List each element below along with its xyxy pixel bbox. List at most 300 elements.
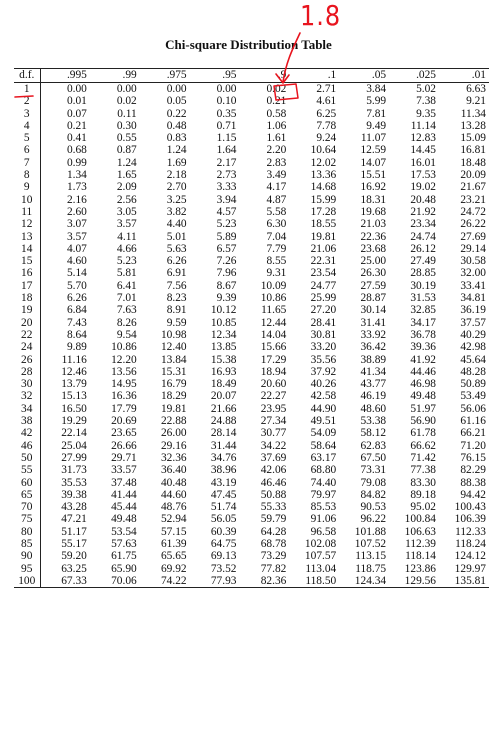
critical-value-cell: 65.65 bbox=[160, 550, 187, 563]
critical-value-cell: 10.64 bbox=[310, 144, 337, 157]
critical-value-cell: 9.49 bbox=[366, 119, 387, 132]
critical-value-cell: 19.81 bbox=[160, 402, 187, 415]
critical-value-cell: 5.23 bbox=[116, 255, 137, 268]
critical-value-cell: 79.08 bbox=[360, 476, 387, 489]
df-cell: 50 bbox=[14, 452, 40, 464]
table-row bbox=[14, 194, 489, 206]
critical-value-cell: 36.78 bbox=[410, 328, 436, 341]
critical-value-cell: 41.44 bbox=[111, 488, 137, 501]
critical-value-cell: 14.04 bbox=[260, 328, 287, 341]
table-row bbox=[14, 120, 489, 132]
critical-value-cell: 82.36 bbox=[240, 575, 290, 588]
critical-value-cell: 41.92 bbox=[410, 353, 436, 366]
critical-value-cell: 38.89 bbox=[360, 353, 387, 366]
critical-value-cell: 0.41 bbox=[66, 132, 87, 145]
critical-value-cell: 5.23 bbox=[216, 218, 237, 231]
critical-value-cell: 5.01 bbox=[166, 230, 187, 243]
critical-value-cell: 66.21 bbox=[460, 427, 486, 440]
critical-value-cell: 29.71 bbox=[111, 451, 137, 464]
critical-value-cell: 2.83 bbox=[266, 156, 287, 169]
critical-value-cell: 49.51 bbox=[310, 415, 337, 428]
critical-value-cell: 64.75 bbox=[210, 537, 237, 550]
critical-value-cell: 106.63 bbox=[404, 525, 436, 538]
critical-value-cell: 44.60 bbox=[160, 488, 187, 501]
critical-value-cell: 7.79 bbox=[266, 242, 287, 255]
table-row bbox=[14, 95, 489, 107]
critical-value-cell: 6.63 bbox=[466, 83, 486, 95]
table-row bbox=[14, 575, 489, 588]
df-cell: 22 bbox=[14, 329, 40, 341]
df-cell: 95 bbox=[14, 563, 40, 575]
critical-value-cell: 32.00 bbox=[460, 267, 486, 280]
critical-value-cell: 23.95 bbox=[260, 402, 287, 415]
critical-value-cell: 10.12 bbox=[210, 304, 237, 317]
critical-value-cell: 20.09 bbox=[460, 169, 486, 182]
critical-value-cell: 22.14 bbox=[61, 427, 87, 440]
critical-value-cell: 56.06 bbox=[460, 402, 486, 415]
critical-value-cell: 100.84 bbox=[404, 513, 436, 526]
critical-value-cell: 3.07 bbox=[66, 218, 87, 231]
critical-value-cell: 53.38 bbox=[360, 415, 387, 428]
critical-value-cell: 63.17 bbox=[310, 451, 337, 464]
critical-value-cell: 89.18 bbox=[410, 488, 436, 501]
critical-value-cell: 0.07 bbox=[66, 107, 87, 120]
df-cell: 30 bbox=[14, 378, 40, 390]
df-cell: 8 bbox=[14, 169, 40, 181]
df-cell: 34 bbox=[14, 403, 40, 415]
critical-value-cell: 0.71 bbox=[216, 119, 237, 132]
critical-value-cell: 4.87 bbox=[266, 193, 287, 206]
df-cell: 17 bbox=[14, 280, 40, 292]
critical-value-cell: 33.57 bbox=[111, 464, 137, 477]
table-row bbox=[14, 83, 489, 96]
critical-value-cell: 129.97 bbox=[454, 562, 486, 575]
critical-value-cell: 21.66 bbox=[210, 402, 237, 415]
critical-value-cell: 9.59 bbox=[166, 316, 187, 329]
critical-value-cell: 0.00 bbox=[216, 83, 237, 95]
critical-value-cell: 16.36 bbox=[111, 390, 137, 403]
critical-value-cell: 3.05 bbox=[116, 205, 137, 218]
table-row bbox=[14, 255, 489, 267]
critical-value-cell: 35.53 bbox=[61, 476, 87, 489]
critical-value-cell: 42.58 bbox=[310, 390, 337, 403]
critical-value-cell: 82.29 bbox=[460, 464, 486, 477]
critical-value-cell: 16.93 bbox=[210, 365, 237, 378]
critical-value-cell: 30.77 bbox=[260, 427, 287, 440]
critical-value-cell: 33.20 bbox=[310, 341, 337, 354]
critical-value-cell: 7.96 bbox=[216, 267, 237, 280]
critical-value-cell: 77.38 bbox=[410, 464, 436, 477]
critical-value-cell: 57.63 bbox=[111, 537, 137, 550]
critical-value-cell: 15.13 bbox=[61, 390, 87, 403]
critical-value-cell: 11.34 bbox=[460, 107, 486, 120]
critical-value-cell: 55.33 bbox=[260, 501, 287, 514]
critical-value-cell: 14.45 bbox=[410, 144, 436, 157]
critical-value-cell: 4.40 bbox=[166, 218, 187, 231]
critical-value-cell: 20.60 bbox=[260, 378, 287, 391]
critical-value-cell: 94.42 bbox=[460, 488, 486, 501]
critical-value-cell: 124.34 bbox=[339, 575, 389, 588]
critical-value-cell: 37.69 bbox=[260, 451, 287, 464]
critical-value-cell: 41.34 bbox=[360, 365, 387, 378]
critical-value-cell: 0.21 bbox=[266, 95, 287, 108]
critical-value-cell: 58.12 bbox=[360, 427, 387, 440]
critical-value-cell: 69.92 bbox=[160, 562, 187, 575]
critical-value-cell: 12.02 bbox=[310, 156, 337, 169]
critical-value-cell: 124.12 bbox=[454, 550, 486, 563]
critical-value-cell: 26.12 bbox=[410, 242, 436, 255]
critical-value-cell: 12.40 bbox=[160, 341, 187, 354]
critical-value-cell: 25.99 bbox=[310, 292, 337, 305]
critical-value-cell: 61.78 bbox=[410, 427, 436, 440]
critical-value-cell: 21.92 bbox=[410, 205, 436, 218]
critical-value-cell: 47.45 bbox=[210, 488, 237, 501]
df-cell: 24 bbox=[14, 341, 40, 353]
critical-value-cell: 28.87 bbox=[360, 292, 387, 305]
critical-value-cell: 6.30 bbox=[266, 218, 287, 231]
critical-value-cell: 4.60 bbox=[66, 255, 87, 268]
critical-value-cell: 29.16 bbox=[160, 439, 187, 452]
table-row bbox=[14, 403, 489, 415]
critical-value-cell: 11.14 bbox=[410, 119, 436, 132]
critical-value-cell: 49.48 bbox=[410, 390, 436, 403]
critical-value-cell: 5.58 bbox=[266, 205, 287, 218]
header-probability: .975 bbox=[140, 69, 190, 83]
critical-value-cell: 36.42 bbox=[360, 341, 387, 354]
critical-value-cell: 1.61 bbox=[266, 132, 287, 145]
critical-value-cell: 7.81 bbox=[366, 107, 387, 120]
critical-value-cell: 42.06 bbox=[260, 464, 287, 477]
df-cell: 32 bbox=[14, 390, 40, 402]
critical-value-cell: 13.36 bbox=[310, 169, 337, 182]
critical-value-cell: 56.05 bbox=[210, 513, 237, 526]
critical-value-cell: 15.51 bbox=[360, 169, 387, 182]
critical-value-cell: 112.39 bbox=[405, 537, 436, 550]
critical-value-cell: 33.41 bbox=[460, 279, 486, 292]
df-cell: 10 bbox=[14, 194, 40, 206]
critical-value-cell: 6.26 bbox=[66, 292, 87, 305]
df-cell: 55 bbox=[14, 464, 40, 476]
df-cell: 38 bbox=[14, 415, 40, 427]
table-row bbox=[14, 206, 489, 218]
critical-value-cell: 24.72 bbox=[460, 205, 486, 218]
critical-value-cell: 64.28 bbox=[260, 525, 287, 538]
header-probability: .05 bbox=[339, 69, 389, 83]
critical-value-cell: 12.34 bbox=[210, 328, 237, 341]
critical-value-cell: 74.40 bbox=[310, 476, 337, 489]
critical-value-cell: 0.01 bbox=[66, 95, 87, 108]
critical-value-cell: 18.29 bbox=[160, 390, 187, 403]
critical-value-cell: 76.15 bbox=[460, 451, 486, 464]
critical-value-cell: 123.86 bbox=[404, 562, 436, 575]
critical-value-cell: 36.19 bbox=[460, 304, 486, 317]
critical-value-cell: 5.14 bbox=[66, 267, 87, 280]
critical-value-cell: 44.90 bbox=[310, 402, 337, 415]
critical-value-cell: 5.63 bbox=[166, 242, 187, 255]
table-row bbox=[14, 550, 489, 562]
critical-value-cell: 8.67 bbox=[216, 279, 237, 292]
critical-value-cell: 17.79 bbox=[111, 402, 137, 415]
df-cell: 18 bbox=[14, 292, 40, 304]
table-row bbox=[14, 280, 489, 292]
critical-value-cell: 9.89 bbox=[66, 341, 87, 354]
critical-value-cell: 6.41 bbox=[116, 279, 137, 292]
critical-value-cell: 40.48 bbox=[160, 476, 187, 489]
critical-value-cell: 1.15 bbox=[216, 132, 237, 145]
critical-value-cell: 22.88 bbox=[160, 415, 187, 428]
critical-value-cell: 73.52 bbox=[210, 562, 237, 575]
critical-value-cell: 24.74 bbox=[410, 230, 436, 243]
critical-value-cell: 3.25 bbox=[166, 193, 187, 206]
critical-value-cell: 30.58 bbox=[460, 255, 486, 268]
critical-value-cell: 5.99 bbox=[366, 95, 387, 108]
critical-value-cell: 0.00 bbox=[116, 83, 137, 95]
critical-value-cell: 10.86 bbox=[260, 292, 287, 305]
critical-value-cell: 6.91 bbox=[166, 267, 187, 280]
critical-value-cell: 68.80 bbox=[310, 464, 337, 477]
critical-value-cell: 11.65 bbox=[261, 304, 287, 317]
critical-value-cell: 2.20 bbox=[266, 144, 287, 157]
table-row bbox=[14, 501, 489, 513]
df-cell: 26 bbox=[14, 354, 40, 366]
critical-value-cell: 40.26 bbox=[310, 378, 337, 391]
critical-value-cell: 43.28 bbox=[61, 501, 87, 514]
critical-value-cell: 34.22 bbox=[260, 439, 287, 452]
critical-value-cell: 27.20 bbox=[310, 304, 337, 317]
critical-value-cell: 0.87 bbox=[116, 144, 137, 157]
df-cell: 19 bbox=[14, 304, 40, 316]
table-row bbox=[14, 304, 489, 316]
table-row bbox=[14, 415, 489, 427]
critical-value-cell: 12.44 bbox=[260, 316, 287, 329]
df-cell: 15 bbox=[14, 255, 40, 267]
critical-value-cell: 67.50 bbox=[360, 451, 387, 464]
critical-value-cell: 50.89 bbox=[460, 378, 486, 391]
critical-value-cell: 2.16 bbox=[66, 193, 87, 206]
critical-value-cell: 106.39 bbox=[454, 513, 486, 526]
critical-value-cell: 28.85 bbox=[410, 267, 436, 280]
critical-value-cell: 23.65 bbox=[111, 427, 137, 440]
critical-value-cell: 0.00 bbox=[166, 83, 187, 95]
critical-value-cell: 1.65 bbox=[116, 169, 137, 182]
table-row bbox=[14, 440, 489, 452]
critical-value-cell: 8.23 bbox=[166, 292, 187, 305]
critical-value-cell: 46.98 bbox=[410, 378, 436, 391]
critical-value-cell: 56.90 bbox=[410, 415, 436, 428]
critical-value-cell: 23.68 bbox=[360, 242, 387, 255]
critical-value-cell: 34.81 bbox=[460, 292, 486, 305]
critical-value-cell: 28.14 bbox=[210, 427, 237, 440]
critical-value-cell: 10.86 bbox=[111, 341, 137, 354]
critical-value-cell: 34.17 bbox=[410, 316, 436, 329]
critical-value-cell: 9.21 bbox=[466, 95, 486, 108]
table-row bbox=[14, 157, 489, 169]
critical-value-cell: 46.19 bbox=[360, 390, 387, 403]
critical-value-cell: 60.39 bbox=[210, 525, 237, 538]
critical-value-cell: 112.33 bbox=[455, 525, 486, 538]
critical-value-cell: 47.21 bbox=[61, 513, 87, 526]
critical-value-cell: 9.39 bbox=[216, 292, 237, 305]
critical-value-cell: 53.49 bbox=[460, 390, 486, 403]
table-row bbox=[14, 489, 489, 501]
critical-value-cell: 66.62 bbox=[410, 439, 436, 452]
critical-value-cell: 74.22 bbox=[140, 575, 190, 588]
critical-value-cell: 0.35 bbox=[216, 107, 237, 120]
critical-value-cell: 27.99 bbox=[61, 451, 87, 464]
critical-value-cell: 0.02 bbox=[266, 83, 287, 95]
critical-value-cell: 18.48 bbox=[460, 156, 486, 169]
critical-value-cell: 16.81 bbox=[460, 144, 486, 157]
critical-value-cell: 31.73 bbox=[61, 464, 87, 477]
table-row bbox=[14, 526, 489, 538]
critical-value-cell: 48.76 bbox=[160, 501, 187, 514]
critical-value-cell: 0.55 bbox=[116, 132, 137, 145]
critical-value-cell: 3.57 bbox=[66, 230, 87, 243]
table-row bbox=[14, 538, 489, 550]
table-row bbox=[14, 477, 489, 489]
critical-value-cell: 91.06 bbox=[310, 513, 337, 526]
critical-value-cell: 84.82 bbox=[360, 488, 387, 501]
critical-value-cell: 0.02 bbox=[116, 95, 137, 108]
critical-value-cell: 33.92 bbox=[360, 328, 387, 341]
df-cell: 4 bbox=[14, 120, 40, 132]
critical-value-cell: 21.03 bbox=[360, 218, 387, 231]
df-cell: 1 bbox=[14, 83, 40, 96]
critical-value-cell: 0.10 bbox=[216, 95, 237, 108]
critical-value-cell: 54.09 bbox=[310, 427, 337, 440]
table-row bbox=[14, 354, 489, 366]
critical-value-cell: 7.43 bbox=[66, 316, 87, 329]
df-cell: 70 bbox=[14, 501, 40, 513]
critical-value-cell: 71.42 bbox=[410, 451, 436, 464]
critical-value-cell: 79.97 bbox=[310, 488, 337, 501]
critical-value-cell: 17.28 bbox=[310, 205, 337, 218]
critical-value-cell: 34.76 bbox=[210, 451, 237, 464]
critical-value-cell: 101.88 bbox=[354, 525, 387, 538]
critical-value-cell: 9.31 bbox=[266, 267, 287, 280]
table-row bbox=[14, 464, 489, 476]
critical-value-cell: 26.30 bbox=[360, 267, 387, 280]
critical-value-cell: 69.13 bbox=[210, 550, 237, 563]
chi-square-table-container bbox=[14, 68, 489, 588]
critical-value-cell: 35.56 bbox=[310, 353, 337, 366]
critical-value-cell: 1.34 bbox=[66, 169, 87, 182]
df-cell: 28 bbox=[14, 366, 40, 378]
critical-value-cell: 30.19 bbox=[410, 279, 436, 292]
critical-value-cell: 4.61 bbox=[316, 95, 337, 108]
df-cell: 42 bbox=[14, 427, 40, 439]
critical-value-cell: 0.30 bbox=[116, 119, 137, 132]
critical-value-cell: 4.11 bbox=[117, 230, 137, 243]
critical-value-cell: 20.07 bbox=[210, 390, 237, 403]
table-row bbox=[14, 317, 489, 329]
critical-value-cell: 39.36 bbox=[410, 341, 436, 354]
critical-value-cell: 0.99 bbox=[66, 156, 87, 169]
critical-value-cell: 67.33 bbox=[40, 575, 90, 588]
df-cell: 11 bbox=[14, 206, 40, 218]
critical-value-cell: 15.31 bbox=[160, 365, 187, 378]
critical-value-cell: 2.56 bbox=[116, 193, 137, 206]
critical-value-cell: 100.43 bbox=[454, 501, 486, 514]
table-body bbox=[14, 83, 489, 588]
df-cell: 90 bbox=[14, 550, 40, 562]
critical-value-cell: 14.07 bbox=[360, 156, 387, 169]
critical-value-cell: 9.35 bbox=[416, 107, 436, 120]
critical-value-cell: 4.07 bbox=[66, 242, 87, 255]
page-title: Chi-square Distribution Table bbox=[165, 37, 332, 52]
critical-value-cell: 31.44 bbox=[210, 439, 237, 452]
critical-value-cell: 55.17 bbox=[61, 537, 87, 550]
critical-value-cell: 6.26 bbox=[166, 255, 187, 268]
header-probability: .9 bbox=[240, 69, 290, 83]
critical-value-cell: 32.36 bbox=[160, 451, 187, 464]
critical-value-cell: 7.56 bbox=[166, 279, 187, 292]
header-probability: .01 bbox=[439, 69, 489, 83]
critical-value-cell: 0.22 bbox=[166, 107, 187, 120]
critical-value-cell: 62.83 bbox=[360, 439, 387, 452]
critical-value-cell: 61.16 bbox=[460, 415, 486, 428]
critical-value-cell: 19.29 bbox=[61, 415, 87, 428]
header-probability: .025 bbox=[389, 69, 439, 83]
critical-value-cell: 2.73 bbox=[216, 169, 237, 182]
critical-value-cell: 37.57 bbox=[460, 316, 486, 329]
critical-value-cell: 23.34 bbox=[410, 218, 436, 231]
df-cell: 20 bbox=[14, 317, 40, 329]
critical-value-cell: 38.96 bbox=[210, 464, 237, 477]
critical-value-cell: 3.84 bbox=[366, 83, 387, 95]
critical-value-cell: 19.68 bbox=[360, 205, 387, 218]
critical-value-cell: 13.85 bbox=[210, 341, 237, 354]
critical-value-cell: 31.41 bbox=[360, 316, 387, 329]
critical-value-cell: 59.79 bbox=[260, 513, 287, 526]
critical-value-cell: 20.69 bbox=[111, 415, 137, 428]
critical-value-cell: 24.77 bbox=[310, 279, 337, 292]
critical-value-cell: 96.22 bbox=[360, 513, 387, 526]
critical-value-cell: 18.49 bbox=[210, 378, 237, 391]
critical-value-cell: 49.48 bbox=[111, 513, 137, 526]
critical-value-cell: 77.93 bbox=[190, 575, 240, 588]
critical-value-cell: 61.39 bbox=[160, 537, 187, 550]
critical-value-cell: 1.24 bbox=[166, 144, 187, 157]
chi-square-table bbox=[14, 68, 489, 588]
critical-value-cell: 3.49 bbox=[266, 169, 287, 182]
critical-value-cell: 3.33 bbox=[216, 181, 237, 194]
critical-value-cell: 52.94 bbox=[160, 513, 187, 526]
critical-value-cell: 3.94 bbox=[216, 193, 237, 206]
critical-value-cell: 10.98 bbox=[160, 328, 187, 341]
critical-value-cell: 17.53 bbox=[410, 169, 436, 182]
table-row bbox=[14, 181, 489, 193]
critical-value-cell: 29.14 bbox=[460, 242, 486, 255]
critical-value-cell: 118.50 bbox=[289, 575, 339, 588]
table-row bbox=[14, 366, 489, 378]
df-cell: 2 bbox=[14, 95, 40, 107]
critical-value-cell: 15.66 bbox=[260, 341, 287, 354]
critical-value-cell: 51.74 bbox=[210, 501, 237, 514]
critical-value-cell: 11.07 bbox=[360, 132, 387, 145]
critical-value-cell: 113.15 bbox=[355, 550, 387, 563]
critical-value-cell: 30.81 bbox=[310, 328, 337, 341]
critical-value-cell: 59.20 bbox=[61, 550, 87, 563]
critical-value-cell: 37.92 bbox=[310, 365, 337, 378]
critical-value-cell: 118.14 bbox=[405, 550, 436, 563]
df-cell: 80 bbox=[14, 526, 40, 538]
critical-value-cell: 16.79 bbox=[160, 378, 187, 391]
critical-value-cell: 26.00 bbox=[160, 427, 187, 440]
table-row bbox=[14, 452, 489, 464]
critical-value-cell: 9.54 bbox=[116, 328, 137, 341]
header-probability: .995 bbox=[40, 69, 90, 83]
